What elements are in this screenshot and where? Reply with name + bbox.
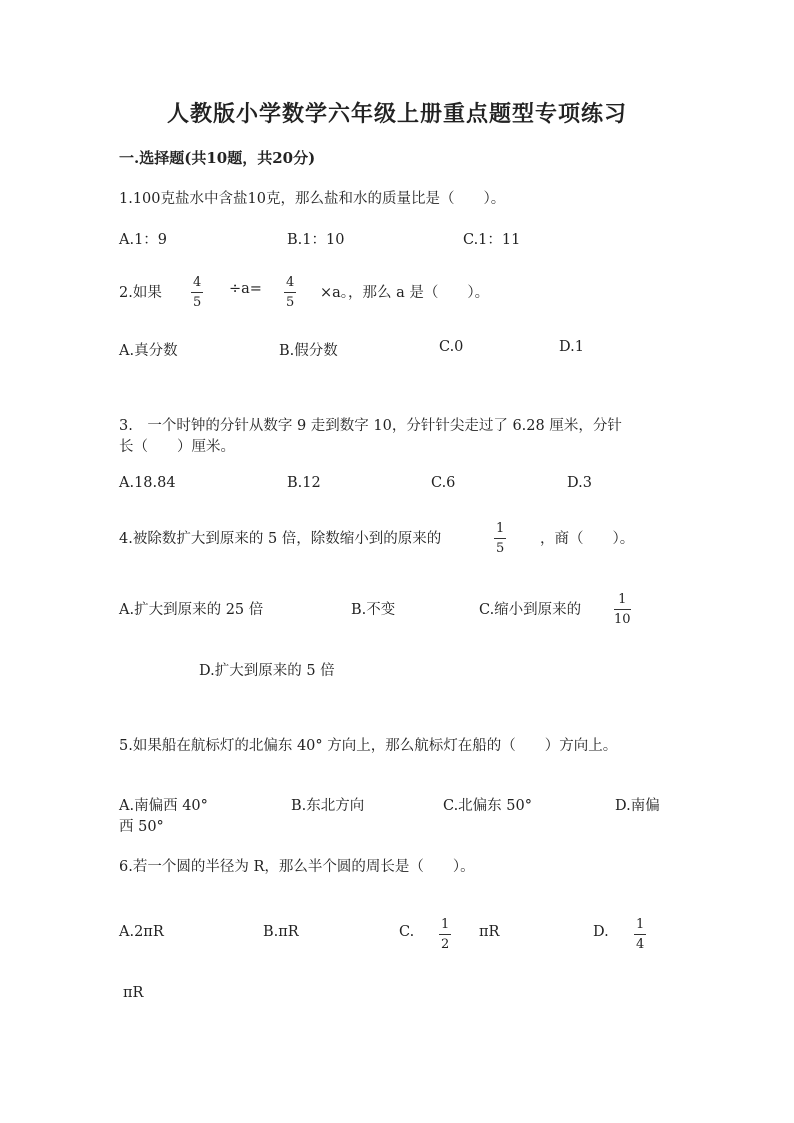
- question-6-option-c-suffix: πR: [479, 924, 500, 940]
- question-6-option-a: A.2πR: [119, 924, 164, 940]
- question-1-option-c: C.1：11: [463, 232, 521, 248]
- question-5-option-b: B.东北方向: [291, 798, 365, 814]
- question-3-option-b: B.12: [287, 475, 321, 491]
- question-4-fraction: [494, 522, 506, 555]
- question-2-option-b: B.假分数: [279, 343, 338, 359]
- question-6-option-b: B.πR: [263, 924, 299, 940]
- fraction-numerator: 4: [286, 275, 295, 290]
- question-5-option-a: A.南偏西 40°: [119, 798, 208, 814]
- question-4-option-a: A.扩大到原来的 25 倍: [119, 602, 264, 618]
- fraction-denominator: 2: [441, 937, 450, 952]
- question-2-option-d: D.1: [559, 339, 584, 355]
- fraction-numerator: 1: [441, 917, 450, 932]
- question-4-suffix: ，商（ ）。: [540, 531, 635, 547]
- question-5-option-d-wrap: 西 50°: [119, 819, 164, 835]
- question-4-option-c: C.缩小到原来的: [479, 602, 582, 618]
- section-heading: 一.选择题(共10题，共20分): [119, 149, 316, 167]
- question-3-line-1: 3. 一个时钟的分针从数字 9 走到数字 10，分针针尖走过了 6.28 厘米，分针: [119, 418, 622, 434]
- question-6-option-c-fraction: [439, 918, 451, 951]
- question-3-option-d: D.3: [567, 475, 592, 491]
- question-6-option-d: D.: [593, 924, 609, 940]
- fraction-denominator: 4: [636, 937, 645, 952]
- question-1-option-a: A.1：9: [119, 232, 168, 248]
- question-3-option-c: C.6: [431, 475, 456, 491]
- question-6-option-c: C.: [399, 924, 415, 940]
- question-2-fraction-1: [191, 276, 203, 309]
- question-4-text: 4.被除数扩大到原来的 5 倍，除数缩小到的原来的: [119, 531, 442, 547]
- fraction-denominator: 5: [496, 541, 505, 556]
- question-4-option-d: D.扩大到原来的 5 倍: [199, 663, 335, 679]
- fraction-numerator: 1: [496, 521, 505, 536]
- question-6-option-d-suffix: πR: [123, 985, 144, 1001]
- question-4-option-b: B.不变: [351, 602, 396, 618]
- question-2-prefix: 2.如果: [119, 285, 162, 301]
- question-2-option-a: A.真分数: [119, 343, 178, 359]
- question-3-option-a: A.18.84: [119, 475, 176, 491]
- fraction-numerator: 1: [618, 592, 627, 607]
- fraction-denominator: 5: [193, 295, 202, 310]
- question-6-text: 6.若一个圆的半径为 R，那么半个圆的周长是（ ）。: [119, 859, 475, 875]
- question-3-line-2: 长（ ）厘米。: [119, 439, 235, 455]
- question-1-option-b: B.1：10: [287, 232, 345, 248]
- question-5-option-c: C.北偏东 50°: [443, 798, 532, 814]
- question-2-suffix: ×a。，那么 a 是（ ）。: [320, 285, 490, 301]
- question-2-middle: ÷a=: [229, 281, 262, 297]
- question-6-option-d-fraction: [634, 918, 646, 951]
- fraction-numerator: 1: [636, 917, 645, 932]
- fraction-denominator: 5: [286, 295, 295, 310]
- question-5-option-d: D.南偏: [615, 798, 660, 814]
- question-2-option-c: C.0: [439, 339, 464, 355]
- question-4-option-c-fraction: [614, 593, 631, 626]
- page-title: 人教版小学数学六年级上册重点题型专项练习: [166, 101, 627, 127]
- question-5-text: 5.如果船在航标灯的北偏东 40° 方向上，那么航标灯在船的（ ）方向上。: [119, 738, 618, 754]
- fraction-denominator: 10: [614, 612, 631, 627]
- fraction-numerator: 4: [193, 275, 202, 290]
- question-2-fraction-2: [284, 276, 296, 309]
- question-1-text: 1.100克盐水中含盐10克，那么盐和水的质量比是（ ）。: [119, 191, 506, 207]
